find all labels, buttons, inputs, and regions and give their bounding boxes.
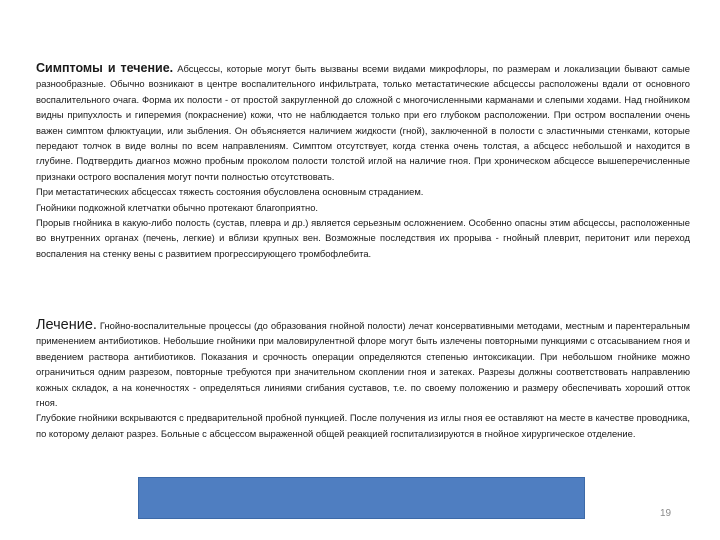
treatment-text: Гнойно-воспалительные процессы (до образования гнойной полости) лечат консервативными методами, местным и парентеральным применением антибиотиков. Небольшие гнойники при маловирулентной флоре могут быть излечены повторными пункциями с отсасыванием гноя и введением раствора антибиотиков. Показания и срочность операции определяются степенью интоксикации. При небольшом гнойнике можно ограничиться одним разрезом, повторные требуются при значительном скоплении гноя и затеках. Разрезы должны соответствовать направлению кожных складок, а на конечностях - определяться линиями сгибания суставов, т.е. по своему положению и размеру обеспечивать хороший отток гноя. — [36, 320, 690, 409]
blue-banner-box — [138, 477, 585, 519]
symptoms-paragraph — [36, 61, 690, 184]
treatment-paragraph — [36, 318, 690, 410]
subcutaneous-note: Гнойники подкожной клетчатки обычно протекают благоприятно. — [36, 201, 319, 213]
metastatic-note: При метастатических абсцессах тяжесть состояния обусловлена основным страданием. — [36, 186, 424, 198]
symptoms-heading: Симптомы и течение. — [36, 61, 174, 75]
page-number: 19 — [660, 508, 672, 519]
treatment-heading: Лечение. — [36, 317, 97, 333]
complications-paragraph: Прорыв гнойника в какую-либо полость (сустав, плевра и др.) является серьезным осложнением. Особенно опасны этим абсцессы, расположенные во внутренних органах (печень, легкие) и вблизи крупных вен. Возможные последствия их прорыва - гнойный плеврит, перитонит или переход воспаления на стенку вены с развитием прогрессирующего тромбофлебита. — [36, 217, 690, 259]
treatment-section — [36, 318, 690, 441]
symptoms-section — [36, 61, 690, 261]
deep-abscess-paragraph: Глубокие гнойники вскрываются с предварительной пробной пункцией. После получения из иглы гноя ее оставляют на месте в качестве проводника, по которому делают разрез. Больные с абсцессом выраженной общей реакцией госпитализируются в гнойное хирургическое отделение. — [36, 412, 690, 439]
symptoms-text: Абсцессы, которые могут быть вызваны всеми видами микрофлоры, по размерам и локализации бывают самые разнообразные. Обычно возникают в центре воспалительного инфильтрата, только метастатические абсцессы расположены вдали от основного воспалительного очага. Форма их полости - от простой закругленной до сложной с многочисленными карманами и слепыми ходами. Над гнойником видны припухлость и гиперемия (покраснение) кожи, что не наблюдается только при его глубоком расположении. При остром воспалении очень важен симптом флюктуации, или зыбления. Он объясняется наличием жидкости (гной), заключенной в полости с эластичными стенками, которые передают толчок в виде волны по всем направлениям. Симптом отсутствует, когда стенка очень толстая, а абсцесс небольшой и находится в глубине. Подтвердить диагноз можно пробным проколом полости толстой иглой на наличие гноя. При хроническом абсцессе вышеперечисленные признаки острого воспаления могут почти полностью отсутствовать. — [36, 63, 690, 182]
